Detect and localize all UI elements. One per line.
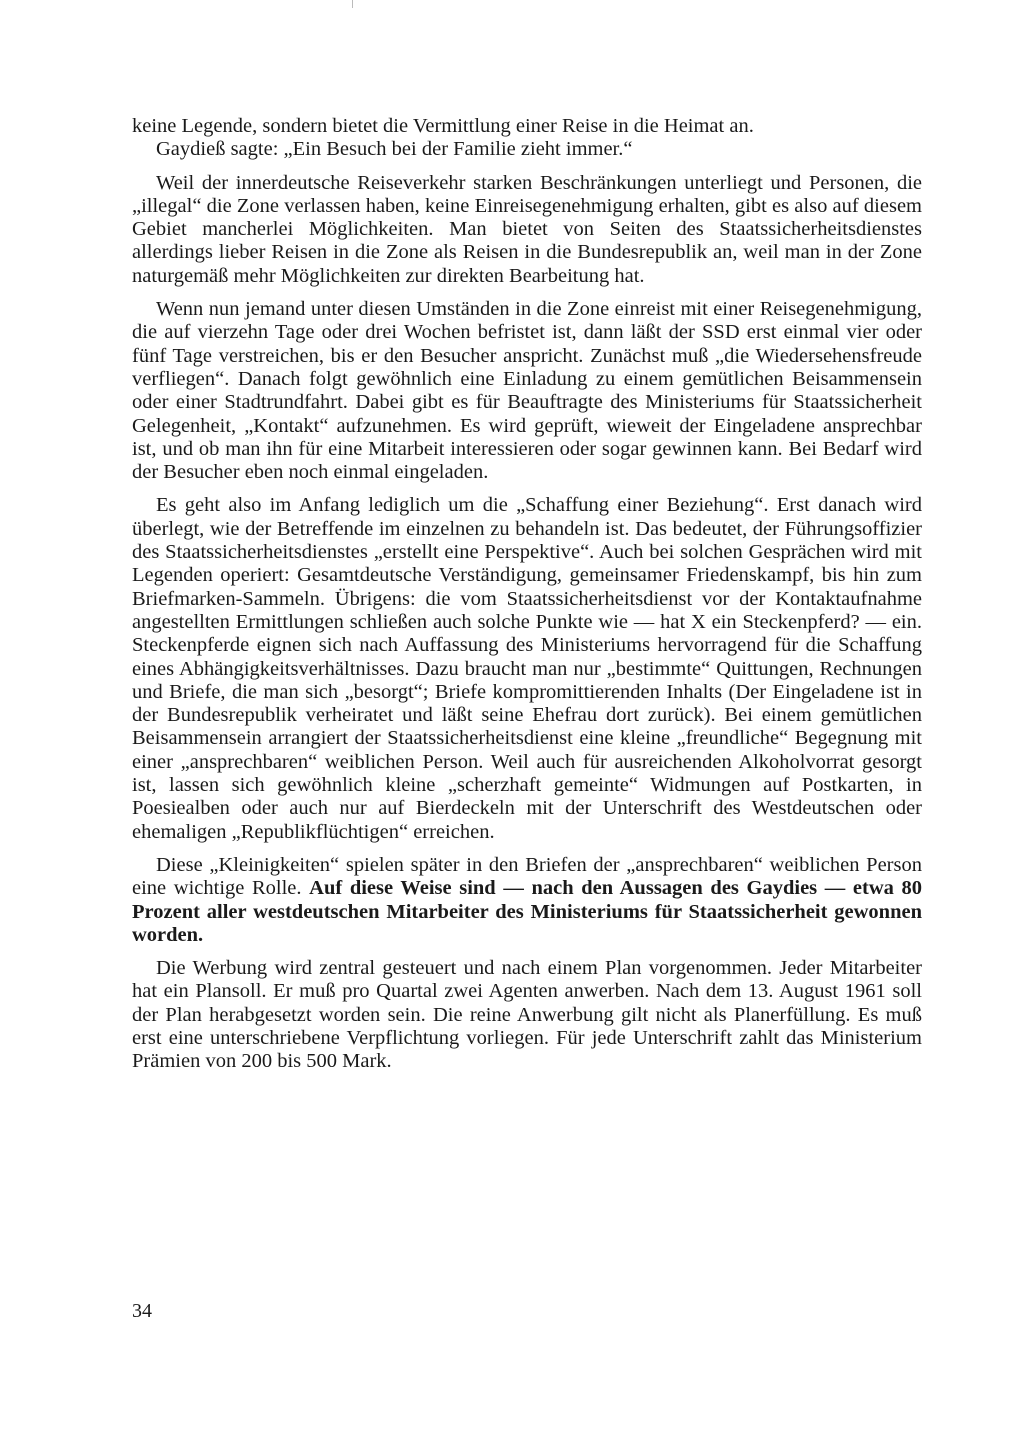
scan-mark bbox=[352, 0, 353, 8]
paragraph: Weil der innerdeutsche Reiseverkehr starken Beschränkungen unterliegt und Personen, die „illegal“ die Zone verlassen haben, keine Einreisegenehmigung erhalten, gibt es also auf diesem Gebiet mancherlei Möglichkeiten. Man bietet von Seiten des Staatssicherheitsdienstes allerdings lieber Reisen in die Zone als Reisen in die Bundesrepublik an, weil man in der Zone naturgemäß mehr Möglichkeiten zur direkten Bearbeitung hat. bbox=[132, 171, 922, 287]
paragraph-text: Diese „Kleinigkeiten“ spielen später in den Briefen der „ansprechbaren“ weiblichen Person eine wichtige Rolle. bbox=[132, 853, 922, 900]
paragraph-line: Gaydieß sagte: „Ein Besuch bei der Familie zieht immer.“ bbox=[156, 138, 633, 161]
paragraph: Wenn nun jemand unter diesen Umständen in die Zone einreist mit einer Reisegenehmigung, die auf vierzehn Tage oder drei Wochen befristet ist, dann läßt der SSD erst einmal vier oder fünf Tage verstreichen, bis er den Besucher anspricht. Zunächst muß „die Wiedersehensfreude verfliegen“. Danach folgt gewöhnlich eine Einladung zu einem gemütlichen Beisammensein oder einer Stadtrundfahrt. Dabei gibt es für Beauftragte des Ministeriums für Staatssicherheit Gelegenheit, „Kontakt“ aufzunehmen. Es wird geprüft, wieweit der Eingeladene ansprechbar ist, und ob man ihn für eine Mitarbeit interessieren oder sogar gewinnen kann. Bei Bedarf wird der Besucher eben noch einmal eingeladen. bbox=[132, 298, 922, 484]
body-text bbox=[132, 115, 922, 1084]
paragraph: Die Werbung wird zentral gesteuert und nach einem Plan vorgenommen. Jeder Mitarbeiter hat ein Plansoll. Er muß pro Quartal zwei Agenten anwerben. Nach dem 13. August 1961 soll der Plan herabgesetzt worden sein. Die reine Anwerbung gilt nicht als Planerfüllung. Es muß erst eine unterschriebene Verpflichtung vorliegen. Für jede Unterschrift zahlt das Ministerium Prämien von 200 bis 500 Mark. bbox=[132, 957, 922, 1073]
paragraph: Es geht also im Anfang lediglich um die „Schaffung einer Beziehung“. Erst danach wird überlegt, wie der Betreffende im einzelnen zu behandeln ist. Das bedeutet, der Führungsoffizier des Staatssicherheitsdienstes „erstellt eine Perspektive“. Auch bei solchen Gesprächen wird mit Legenden operiert: Gesamtdeutsche Verständigung, gemeinsamer Friedenskampf, bis hin zum Briefmarken-Sammeln. Übrigens: die vom Staatssicherheitsdienst vor der Kontaktaufnahme angestellten Ermittlungen schließen auch solche Punkte wie — hat X ein Steckenpferd? — ein. Steckenpferde eignen sich nach Auffassung des Ministeriums hervorragend für die Schaffung eines Abhängigkeitsverhältnisses. Dazu braucht man nur „bestimmte“ Quittungen, Rechnungen und Briefe, die man sich „besorgt“; Briefe kompromittierenden Inhalts (Der Eingeladene ist in der Bundesrepublik verheiratet und läßt seine Ehefrau dort zurück). Bei einem gemütlichen Beisammensein arrangiert der Staatssicherheitsdienst eine kleine „freundliche“ Begegnung mit einer „ansprechbaren“ weiblichen Person. Weil auch für ausreichenden Alkoholvorrat gesorgt ist, lassen sich gewöhnlich kleine „scherzhaft gemeinte“ Widmungen auf Postkarten, in Poesiealben oder auch nur auf Bierdeckeln mit der Unterschrift des Westdeutschen oder ehemaligen „Republikflüchtigen“ erreichen. bbox=[132, 494, 922, 843]
page-number: 34 bbox=[132, 1300, 152, 1322]
paragraph-with-bold bbox=[132, 854, 922, 947]
paragraph-bold-text: Auf diese Weise sind — nach den Aussagen des Gaydies — etwa 80 Prozent aller westdeutschen Mitarbeiter des Ministeriums für Staatssicherheit gewonnen worden. bbox=[132, 877, 923, 946]
paragraph-continuation bbox=[132, 115, 922, 162]
paragraph-line: keine Legende, sondern bietet die Vermittlung einer Reise in die Heimat an. bbox=[132, 115, 754, 137]
